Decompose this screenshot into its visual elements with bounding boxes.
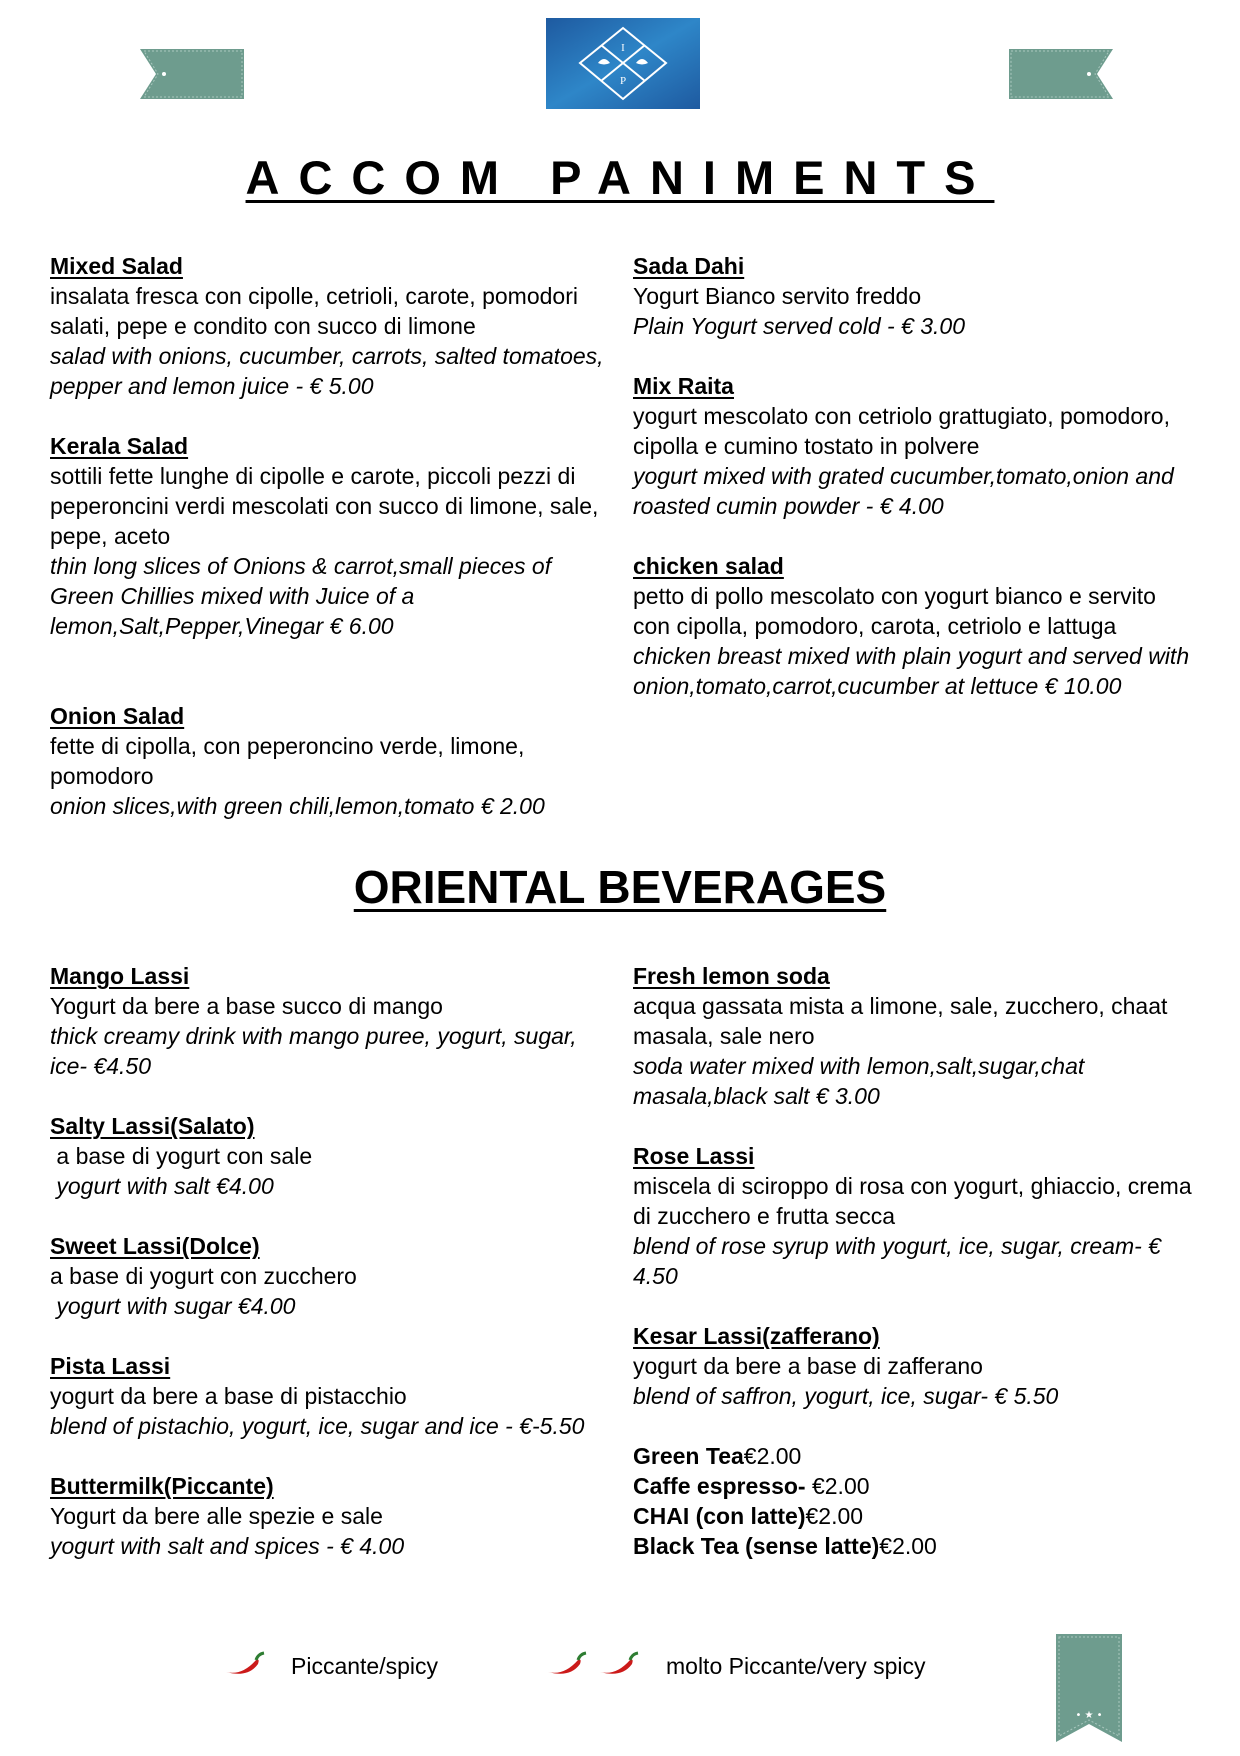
beverages-title: ORIENTAL BEVERAGES bbox=[353, 861, 887, 913]
menu-item-sweet-lassi bbox=[50, 1231, 610, 1321]
tea-name: Black Tea (sense latte) bbox=[633, 1533, 880, 1559]
menu-item-salty-lassi bbox=[50, 1111, 610, 1201]
menu-item-sada-dahi bbox=[633, 251, 1193, 341]
tea-name: Caffe espresso- bbox=[633, 1473, 812, 1499]
menu-item-italian: Yogurt Bianco servito freddo bbox=[633, 283, 922, 309]
beverages-right-column bbox=[633, 961, 1203, 1561]
menu-item-english: yogurt with sugar €4.00 bbox=[50, 1293, 296, 1319]
logo-letter-bottom: P bbox=[619, 75, 627, 87]
menu-item-name: Mango Lassi bbox=[50, 963, 190, 989]
menu-item-italian: yogurt mescolato con cetriolo grattugiato, pomodoro, cipolla e cumino tostato in polvere bbox=[633, 403, 1170, 459]
menu-item-english: blend of saffron, yogurt, ice, sugar- € 5.50 bbox=[633, 1383, 1059, 1409]
menu-item-italian: a base di yogurt con zucchero bbox=[50, 1263, 357, 1289]
menu-item-english: blend of pistachio, yogurt, ice, sugar and ice - €-5.50 bbox=[50, 1413, 585, 1439]
menu-item-english: chicken breast mixed with plain yogurt and served with onion,tomato,carrot,cucumber at lettuce € 10.00 bbox=[633, 643, 1190, 699]
menu-item-buttermilk bbox=[50, 1471, 610, 1561]
menu-item-english: yogurt with salt and spices - € 4.00 bbox=[50, 1533, 405, 1559]
accompaniments-right-column bbox=[633, 251, 1193, 731]
menu-item-italian: a base di yogurt con sale bbox=[50, 1143, 313, 1169]
svg-text:• ★ •: • ★ • bbox=[1075, 1710, 1103, 1721]
chili-pepper-icon bbox=[224, 1650, 268, 1680]
menu-item-italian: petto di pollo mescolato con yogurt bianco e servito con cipolla, pomodoro, carota, cetriolo e lattuga bbox=[633, 583, 1156, 639]
tea-item bbox=[633, 1441, 1203, 1471]
menu-item-rose-lassi bbox=[633, 1141, 1203, 1291]
menu-item-name: Mix Raita bbox=[633, 373, 734, 399]
legend-very-spicy-label: molto Piccante/very spicy bbox=[666, 1653, 926, 1679]
menu-item-name: Buttermilk(Piccante) bbox=[50, 1473, 274, 1499]
chili-pepper-icon bbox=[546, 1650, 590, 1680]
menu-item-pista-lassi bbox=[50, 1351, 610, 1441]
menu-item-italian: insalata fresca con cipolle, cetrioli, carote, pomodori salati, pepe e condito con succo di limone bbox=[50, 283, 578, 339]
menu-item-chicken-salad bbox=[633, 551, 1193, 701]
tea-item bbox=[633, 1531, 1203, 1561]
logo-letter-top: I bbox=[621, 42, 625, 54]
menu-item-fresh-lemon-soda bbox=[633, 961, 1203, 1111]
tea-price: €2.00 bbox=[811, 1473, 870, 1499]
chili-pepper-icon bbox=[598, 1650, 642, 1680]
tea-price: €2.00 bbox=[805, 1503, 864, 1529]
menu-item-kerala-salad bbox=[50, 431, 610, 641]
menu-item-mix-raita bbox=[633, 371, 1193, 521]
menu-item-italian: Yogurt da bere a base succo di mango bbox=[50, 993, 443, 1019]
tea-name: CHAI (con latte) bbox=[633, 1503, 806, 1529]
menu-item-name: Rose Lassi bbox=[633, 1143, 755, 1169]
menu-item-italian: sottili fette lunghe di cipolle e carote, piccoli pezzi di peperoncini verdi mescolati con succo di limone, sale, pepe, aceto bbox=[50, 463, 599, 549]
menu-item-name: Salty Lassi(Salato) bbox=[50, 1113, 255, 1139]
legend-spicy-label: Piccante/spicy bbox=[291, 1653, 439, 1679]
menu-item-name: Sweet Lassi(Dolce) bbox=[50, 1233, 260, 1259]
menu-item-english: yogurt mixed with grated cucumber,tomato,onion and roasted cumin powder - € 4.00 bbox=[633, 463, 1174, 519]
menu-item-onion-salad bbox=[50, 701, 610, 821]
accompaniments-title: ACCOM PANIMENTS bbox=[245, 151, 995, 204]
ribbon-right-decoration bbox=[1009, 49, 1113, 99]
ribbon-left-decoration bbox=[140, 49, 244, 99]
menu-item-italian: acqua gassata mista a limone, sale, zucchero, chaat masala, sale nero bbox=[633, 993, 1168, 1049]
menu-item-english: Plain Yogurt served cold - € 3.00 bbox=[633, 313, 966, 339]
restaurant-logo bbox=[546, 18, 700, 109]
menu-item-name: Onion Salad bbox=[50, 703, 185, 729]
menu-item-name: Kesar Lassi(zafferano) bbox=[633, 1323, 880, 1349]
tea-name: Green Tea bbox=[633, 1443, 744, 1469]
menu-item-italian: yogurt da bere a base di pistacchio bbox=[50, 1383, 407, 1409]
bookmark-ribbon-decoration bbox=[1056, 1634, 1122, 1742]
menu-item-name: Kerala Salad bbox=[50, 433, 189, 459]
menu-item-mixed-salad bbox=[50, 251, 610, 401]
tea-price: €2.00 bbox=[879, 1533, 937, 1559]
menu-item-name: chicken salad bbox=[633, 553, 784, 579]
menu-item-kesar-lassi bbox=[633, 1321, 1203, 1411]
tea-item bbox=[633, 1501, 1203, 1531]
menu-item-english: thick creamy drink with mango puree, yogurt, sugar, ice- €4.50 bbox=[50, 1023, 577, 1079]
menu-item-english: yogurt with salt €4.00 bbox=[50, 1173, 274, 1199]
menu-item-english: salad with onions, cucumber, carrots, salted tomatoes, pepper and lemon juice - € 5.00 bbox=[50, 343, 604, 399]
menu-item-italian: Yogurt da bere alle spezie e sale bbox=[50, 1503, 383, 1529]
menu-item-name: Sada Dahi bbox=[633, 253, 745, 279]
menu-item-name: Fresh lemon soda bbox=[633, 963, 830, 989]
menu-item-italian: miscela di sciroppo di rosa con yogurt, ghiaccio, crema di zucchero e frutta secca bbox=[633, 1173, 1192, 1229]
menu-item-name: Mixed Salad bbox=[50, 253, 183, 279]
tea-price: €2.00 bbox=[743, 1443, 802, 1469]
menu-item-english: blend of rose syrup with yogurt, ice, sugar, cream- € 4.50 bbox=[633, 1233, 1161, 1289]
beverages-left-column bbox=[50, 961, 610, 1591]
menu-item-name: Pista Lassi bbox=[50, 1353, 171, 1379]
menu-item-english: soda water mixed with lemon,salt,sugar,chat masala,black salt € 3.00 bbox=[633, 1053, 1085, 1109]
menu-item-mango-lassi bbox=[50, 961, 610, 1081]
menu-item-english: onion slices,with green chili,lemon,tomato € 2.00 bbox=[50, 793, 545, 819]
tea-item bbox=[633, 1471, 1203, 1501]
accompaniments-left-column bbox=[50, 251, 610, 851]
tea-list bbox=[633, 1441, 1203, 1561]
menu-item-english: thin long slices of Onions & carrot,small pieces of Green Chillies mixed with Juice of a lemon,Salt,Pepper,Vinegar € 6.00 bbox=[50, 553, 552, 639]
menu-item-italian: yogurt da bere a base di zafferano bbox=[633, 1353, 983, 1379]
menu-item-italian: fette di cipolla, con peperoncino verde, limone, pomodoro bbox=[50, 733, 525, 789]
